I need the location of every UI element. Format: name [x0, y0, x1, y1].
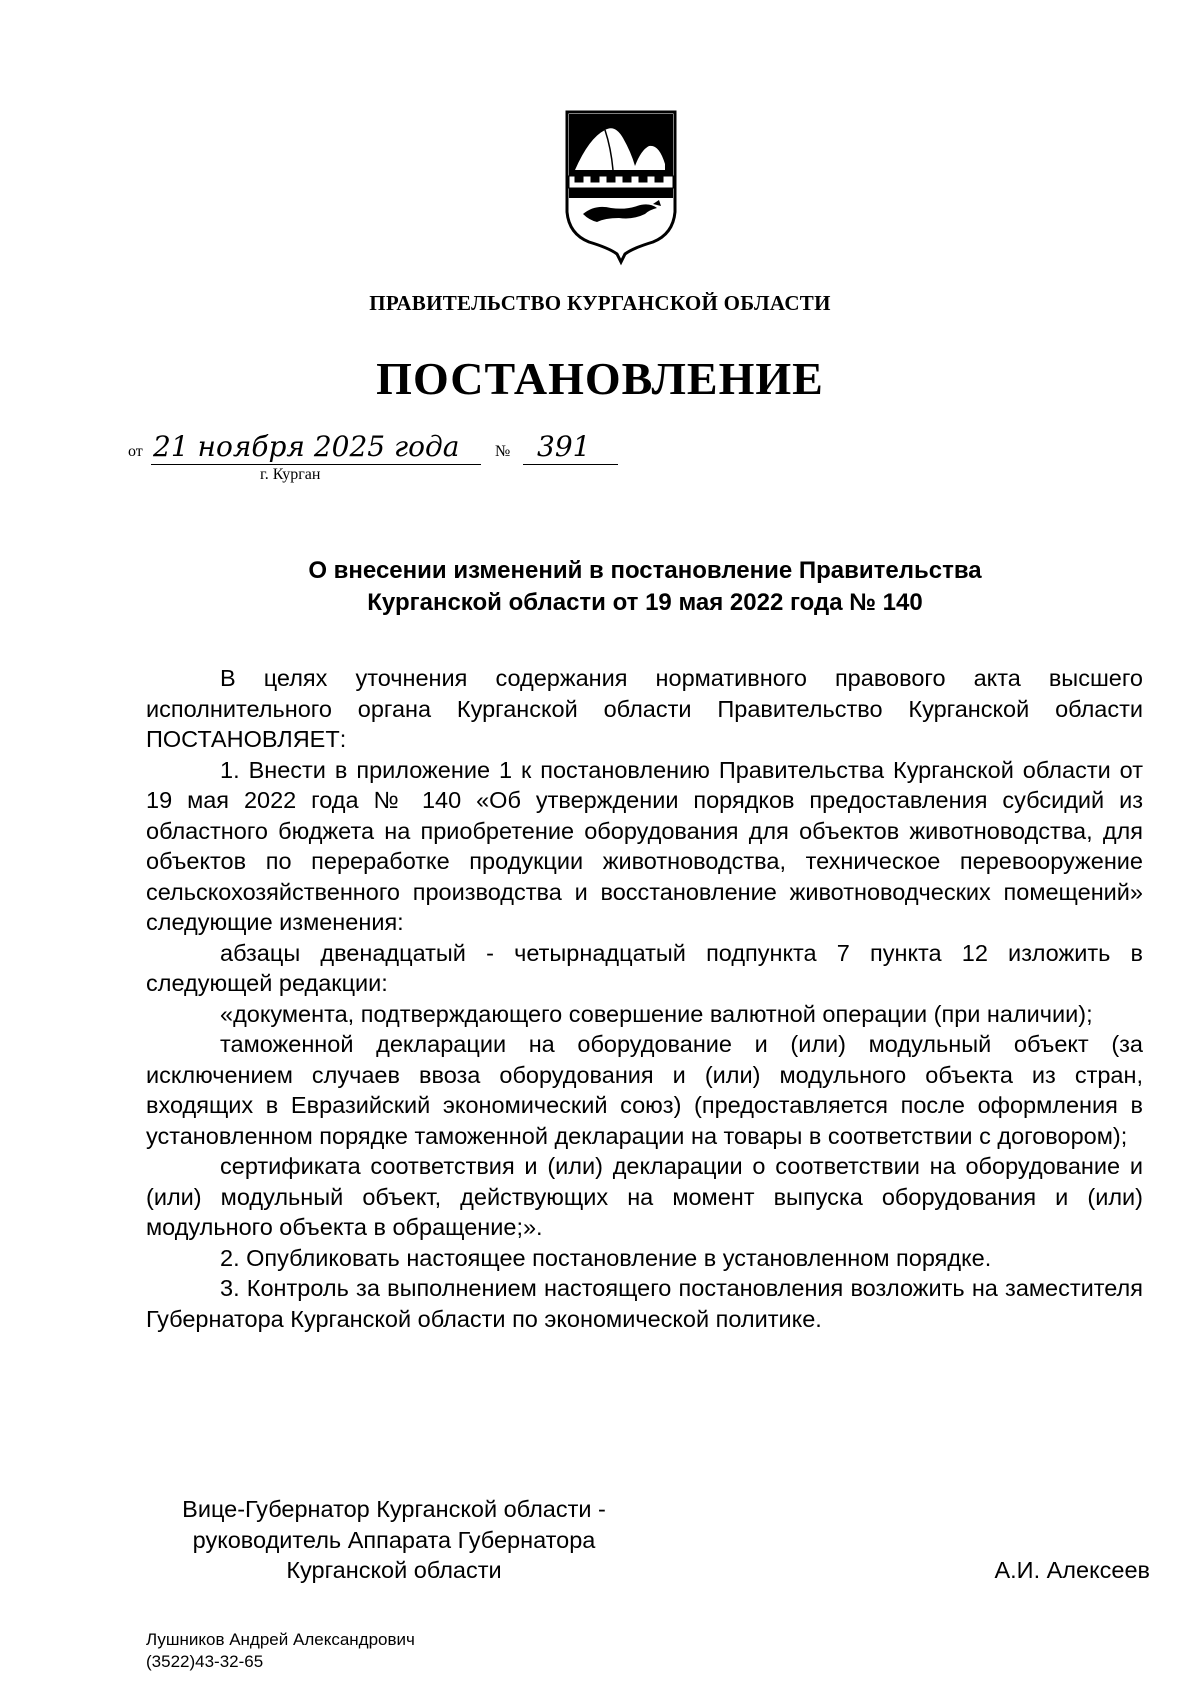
signer-name: А.И. Алексеев [994, 1557, 1150, 1583]
body-paragraph: 3. Контроль за выполнением настоящего постановления возложить на заместителя Губернатора Курганской области по экономической политике. [146, 1275, 1143, 1332]
signer-position-line-1: Вице-Губернатор Курганской области - [182, 1496, 606, 1522]
executor-name: Лушников Андрей Александрович [146, 1630, 415, 1649]
body-paragraph: таможенной декларации на оборудование и (или) модульный объект (за исключением случаев ввоза оборудования и (или) модульного объекта из стран, входящих в Евразийский экономический союз) (предоставляется после оформления в установленном порядке таможенной декларации на товары в соответствии с договором); [146, 1031, 1143, 1149]
government-heading: ПРАВИТЕЛЬСТВО КУРГАНСКОЙ ОБЛАСТИ [369, 291, 831, 315]
body-paragraph: сертификата соответствия и (или) декларации о соответствии на оборудование и (или) модульный объект, действующих на момент выпуска оборудования и (или) модульного объекта в обращение;». [146, 1153, 1143, 1240]
number-label: № [495, 443, 511, 460]
signer-position [146, 1494, 642, 1586]
body-paragraph: «документа, подтверждающего совершение валютной операции (при наличии); [220, 1000, 1093, 1027]
document-body [146, 663, 1143, 1334]
document-title [0, 555, 1200, 619]
coat-of-arms-icon [561, 108, 681, 266]
body-paragraph: абзацы двенадцатый - четырнадцатый подпункта 7 пункта 12 изложить в следующей редакции: [146, 939, 1143, 996]
number-underline [523, 464, 618, 465]
date-prefix-label: от [128, 443, 143, 460]
handwritten-date: 21 ноября 2025 года [153, 430, 460, 463]
signer-position-line-3: Курганской области [286, 1557, 502, 1583]
body-paragraph: В целях уточнения содержания нормативного правового акта высшего исполнительного органа Курганской области Правительство Курганской области ПОСТАНОВЛЯЕТ: [146, 665, 1143, 752]
body-paragraph: 1. Внести в приложение 1 к постановлению Правительства Курганской области от 19 мая 2022 года № 140 «Об утверждении порядков предоставления субсидий из областного бюджета на приобретение оборудования для объектов животноводства, для объектов по переработке продукции животноводства, техническое перевооружение сельскохозяйственного производства и восстановление животноводческих помещений» следующие изменения: [146, 756, 1143, 935]
city-label: г. Курган [260, 466, 321, 483]
executor-phone: (3522)43-32-65 [146, 1652, 264, 1671]
executor-info [146, 1629, 415, 1673]
title-line-2: Курганской области от 19 мая 2022 года № 140 [367, 589, 923, 616]
date-underline [151, 464, 481, 465]
body-paragraph: 2. Опубликовать настоящее постановление в установленном порядке. [220, 1244, 992, 1271]
document-type-heading: ПОСТАНОВЛЕНИЕ [376, 353, 824, 404]
signer-position-line-2: руководитель Аппарата Губернатора [192, 1526, 596, 1553]
handwritten-number: 391 [537, 430, 591, 463]
title-line-1: О внесении изменений в постановление Правительства [308, 557, 982, 584]
